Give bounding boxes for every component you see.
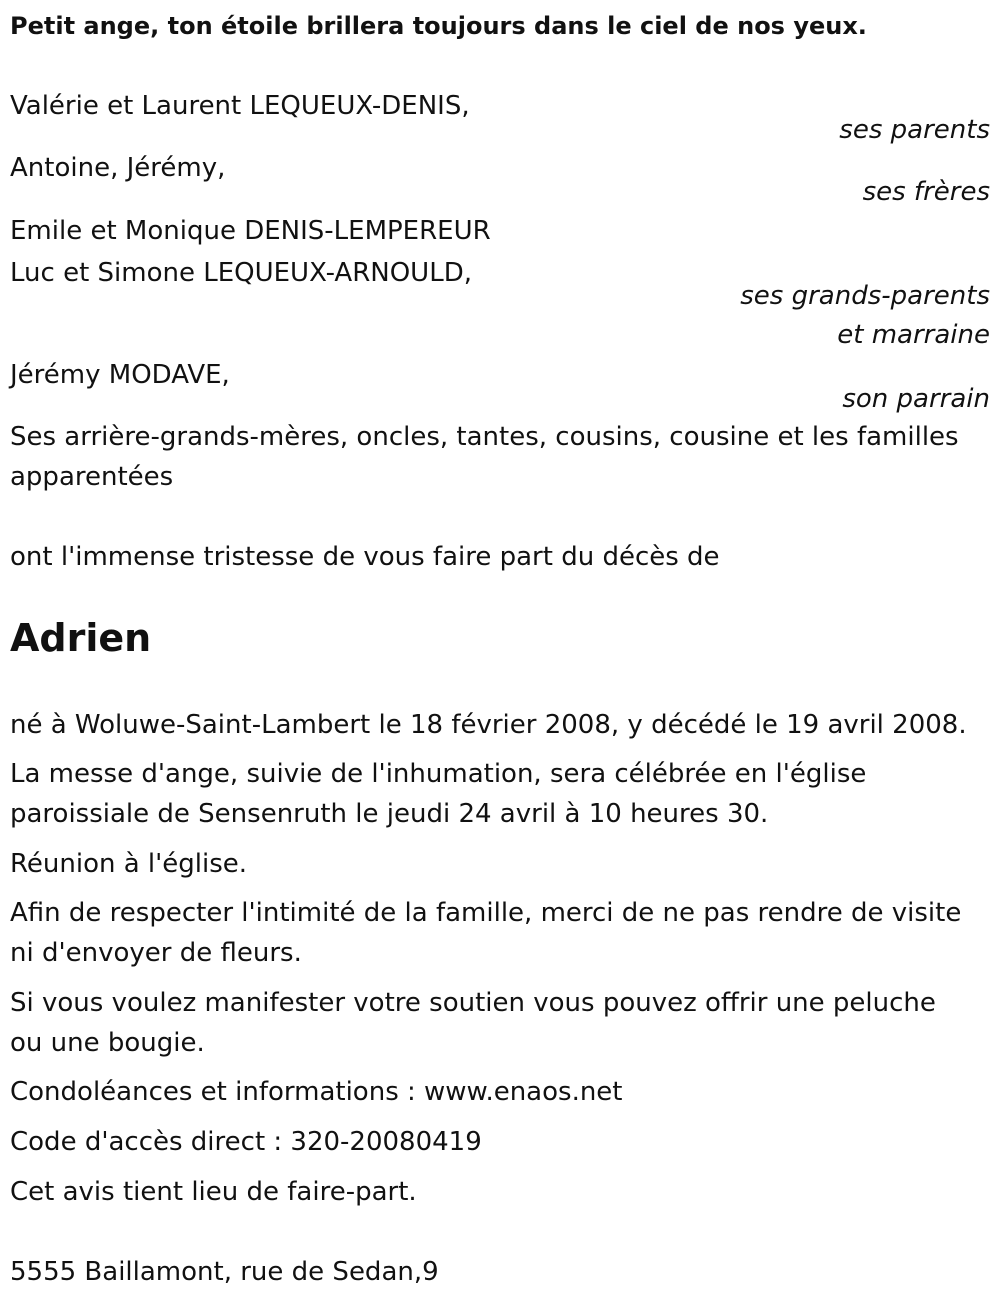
privacy-line-1: Afin de respecter l'intimité de la famille, merci de ne pas rendre de visite <box>10 898 962 928</box>
mass-line-1: La messe d'ange, suivie de l'inhumation, sera célébrée en l'église <box>10 759 867 789</box>
grandparents-role-2: et marraine <box>837 320 990 350</box>
access-code-line: Code d'accès direct : 320-20080419 <box>10 1127 482 1157</box>
brothers-role: ses frères <box>862 177 990 207</box>
godfather-role: son parrain <box>842 384 990 414</box>
grandparents-role-1: ses grands-parents <box>740 281 990 311</box>
support-line-1: Si vous voulez manifester votre soutien vous pouvez offrir une peluche <box>10 988 936 1018</box>
godfather-name: Jérémy MODAVE, <box>10 360 230 390</box>
parents-role: ses parents <box>839 115 990 145</box>
privacy-line-2: ni d'envoyer de fleurs. <box>10 938 302 968</box>
birth-death-line: né à Woluwe-Saint-Lambert le 18 février 2008, y décédé le 19 avril 2008. <box>10 710 967 740</box>
relatives-line-2: apparentées <box>10 462 174 492</box>
condolences-line: Condoléances et informations : www.enaos.net <box>10 1077 623 1107</box>
announcement: ont l'immense tristesse de vous faire part du décès de <box>10 542 720 572</box>
meeting-line: Réunion à l'église. <box>10 849 248 879</box>
grandparents-names-1: Emile et Monique DENIS-LEMPEREUR <box>10 216 491 246</box>
mass-line-2: paroissiale de Sensenruth le jeudi 24 avril à 10 heures 30. <box>10 799 769 829</box>
brothers-names: Antoine, Jérémy, <box>10 153 226 183</box>
deceased-name: Adrien <box>10 616 152 660</box>
relatives-line-1: Ses arrière-grands-mères, oncles, tantes, cousins, cousine et les familles <box>10 422 959 452</box>
motto: Petit ange, ton étoile brillera toujours dans le ciel de nos yeux. <box>10 12 867 40</box>
notice-line: Cet avis tient lieu de faire-part. <box>10 1177 417 1207</box>
address-line: 5555 Baillamont, rue de Sedan,9 <box>10 1257 439 1287</box>
support-line-2: ou une bougie. <box>10 1028 205 1058</box>
grandparents-names-2: Luc et Simone LEQUEUX-ARNOULD, <box>10 258 472 288</box>
parents-names: Valérie et Laurent LEQUEUX-DENIS, <box>10 91 470 121</box>
